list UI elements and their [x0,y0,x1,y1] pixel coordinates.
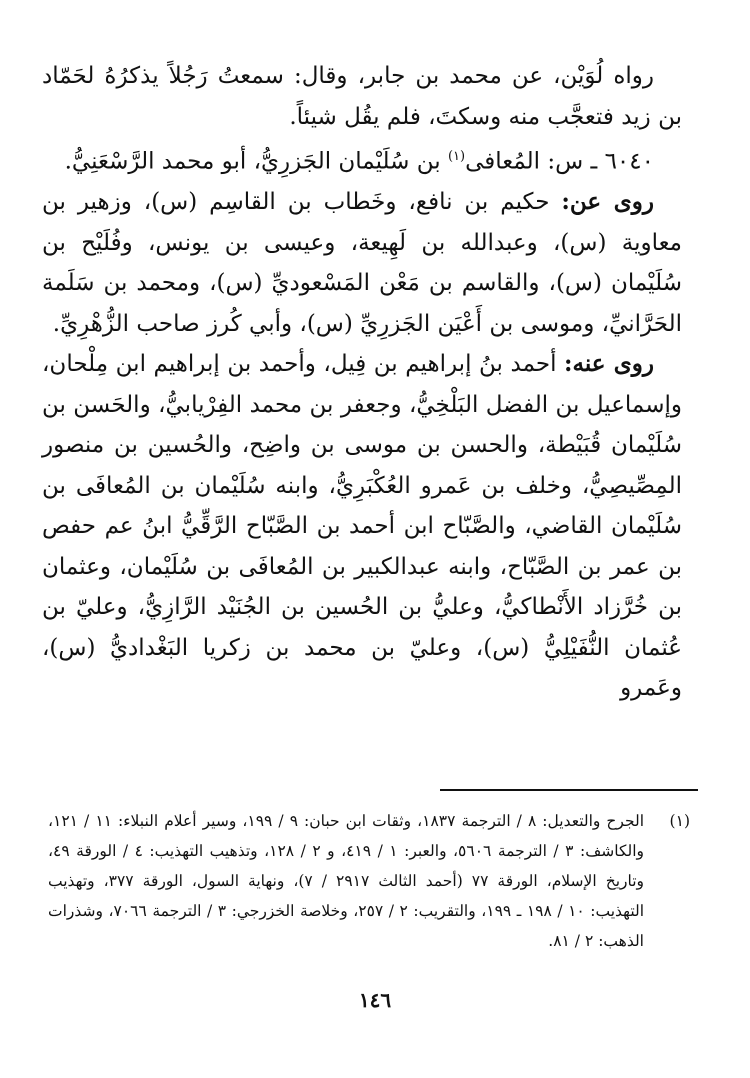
narrated-from-paragraph [42,182,682,344]
narrated-by-label: روى عنه: [564,350,655,378]
footnote-divider [440,789,698,791]
main-text [42,56,682,709]
narrated-by-paragraph [42,344,682,709]
narrated-from-label: روى عن: [561,188,654,216]
footnote-text: الجرح والتعديل: ٨ / الترجمة ١٨٣٧، وثقات ابن حبان: ٩ / ١٩٩، وسير أعلام النبلاء: ١١ / ١٢١، والكاشف: ٣ / الترجمة ٥٦٠٦، والعبر: ١ / ٤١٩، و ٢ / ١٢٨، وتذهيب التهذيب: ٤ / الورقة ٤٩، وتاريخ الإسلام، الورقة ٧٧ (أحمد الثالث ٢٩١٧ / ٧)، ونهاية السول، الورقة ٣٧٧، وتهذيب التهذيب: ١٠ / ١٩٨ ـ ١٩٩، والتقريب: ٢ / ٢٥٧، وخلاصة الخزرجي: ٣ / الترجمة ٧٠٦٦، وشذرات الذهب: ٢ / ٨١. [48,812,645,950]
page-number: ١٤٦ [358,988,392,1012]
footnote [48,806,690,956]
footnote-reference: (١) [447,149,466,164]
narration-paragraph [42,56,682,137]
narration-text: رواه لُوَيْن، عن محمد بن جابر، وقال: سمعتُ رَجُلاً يذكرُهُ لحَمّاد بن زيد فتعجَّب منه وسكتَ، فلم يقُل شيئاً. [42,63,682,130]
entry-name-rest: بن سُلَيْمان الجَزرِيُّ، أبو محمد الرَّسْعَنِيُّ. [64,148,448,175]
entry-heading [42,137,682,182]
narrated-by-text: أحمد بنُ إبراهيم بن فِيل، وأحمد بن إبراهيم ابن مِلْحان، وإسماعيل بن الفضل البَلْخِيُّ، وجعفر بن محمد الفِرْيابيُّ، والحَسن بن سُلَيْمان قُبَيْطة، والحسن بن موسى بن واضِح، والحُسين بن منصور المِصِّيصِيُّ، وخلف بن عَمرو العُكْبَرِيُّ، وابنه سُلَيْمان بن المُعافَى بن سُلَيْمان القاضي، والصَّبّاح ابن أحمد بن الصَّبّاح الرَّقِّيُّ ابنُ عم حفص بن عمر بن الصَّبّاح، وابنه عبدالكبير بن المُعافَى بن سُلَيْمان، وعثمان بن خُرَّزاد الأَنْطاكيُّ، وعليُّ بن الحُسين بن الجُنَيْد الرَّازِيُّ، وعليّ بن عُثمان النُّفَيْلِيُّ (س)، وعليّ بن محمد بن زكريا البَغْداديُّ (س)، وعَمرو [42,351,683,702]
narrated-from-text: حكيم بن نافع، وخَطاب بن القاسِم (س)، وزهير بن معاوية (س)، وعبدالله بن لَهِيعة، وعيسى بن يونس، وفُلَيْح بن سُلَيْمان (س)، والقاسم بن مَعْن المَسْعوديِّ (س)، ومحمد بن سَلَمة الحَرَّانيِّ، وموسى بن أَعْيَن الجَزرِيِّ (س)، وأبي كُرز صاحب الزُّهْرِيِّ. [42,189,682,337]
entry-number-and-name: ٦٠٤٠ ـ س: المُعافى [465,148,654,175]
footnote-marker: (١) [669,812,690,830]
